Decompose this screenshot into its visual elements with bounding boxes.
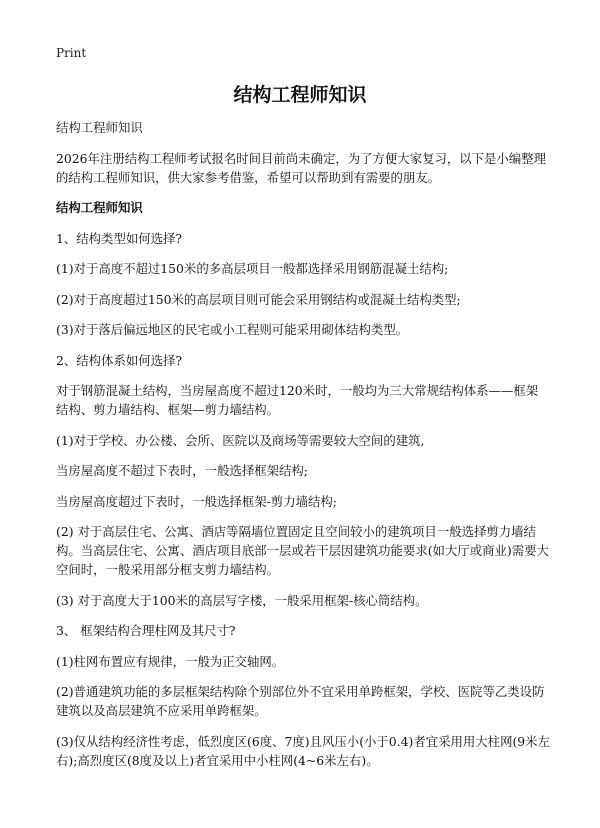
paragraph: (2)普通建筑功能的多层框架结构除个别部位外不宜采用单跨框架，学校、医院等乙类设防建筑以及高层建筑不应采用单跨框架。 <box>56 684 545 718</box>
paragraph-intro: 2026年注册结构工程师考试报名时间目前尚未确定，为了方便大家复习，以下是小编整理的结构工程师知识，供大家参考借鉴，希望可以帮助到有需要的朋友。 <box>56 150 546 185</box>
paragraph-subtitle: 结构工程师知识 <box>56 120 143 135</box>
paragraph: (3) 对于高度大于100米的高层写字楼，一般采用框架-核心筒结构。 <box>56 592 428 608</box>
section-heading: 结构工程师知识 <box>56 200 143 215</box>
paragraph: (1)对于高度不超过150米的多高层项目一般都选择采用钢筋混凝土结构; <box>56 261 449 276</box>
question-heading: 2、结构体系如何选择? <box>56 352 183 368</box>
paragraph: (2)对于高度超过150米的高层项目则可能会采用钢结构或混凝土结构类型; <box>56 291 461 307</box>
paragraph: 对于钢筋混凝土结构，当房屋高度不超过120米时，一般均为三大常规结构体系——框架结构、剪力墙结构、框架—剪力墙结构。 <box>56 383 539 417</box>
paragraph: (3)对于落后偏远地区的民宅或小工程则可能采用砌体结构类型。 <box>56 322 409 337</box>
paragraph: (1)对于学校、办公楼、会所、医院以及商场等需要较大空间的建筑, <box>56 432 425 448</box>
page-title: 结构工程师知识 <box>233 84 367 106</box>
paragraph: 当房屋高度不超过下表时，一般选择框架结构; <box>56 463 308 478</box>
question-heading: 3、 框架结构合理柱网及其尺寸? <box>56 623 236 638</box>
paragraph: (1)柱网布置应有规律，一般为正交轴网。 <box>56 653 285 669</box>
paragraph: (2) 对于高层住宅、公寓、酒店等隔墙位置固定且空间较小的建筑项目一般选择剪力墙结构。当高层住宅、公寓、酒店项目底部一层或若干层因建筑功能要求(如大厅或商业)需要大空间时，一般采用部分框支剪力墙结构。 <box>56 524 549 577</box>
paragraph: 当房屋高度超过下表时，一般选择框架-剪力墙结构; <box>56 493 337 509</box>
print-label: Print <box>56 46 87 60</box>
paragraph: (3)仅从结构经济性考虑，低烈度区(6度、7度)且风压小(小于0.4)者宜采用用大柱网(9米左右);高烈度区(8度及以上)者宜采用中小柱网(4~6米左右)。 <box>56 733 550 768</box>
article-body <box>56 118 550 781</box>
question-heading: 1、结构类型如何选择? <box>56 230 183 246</box>
